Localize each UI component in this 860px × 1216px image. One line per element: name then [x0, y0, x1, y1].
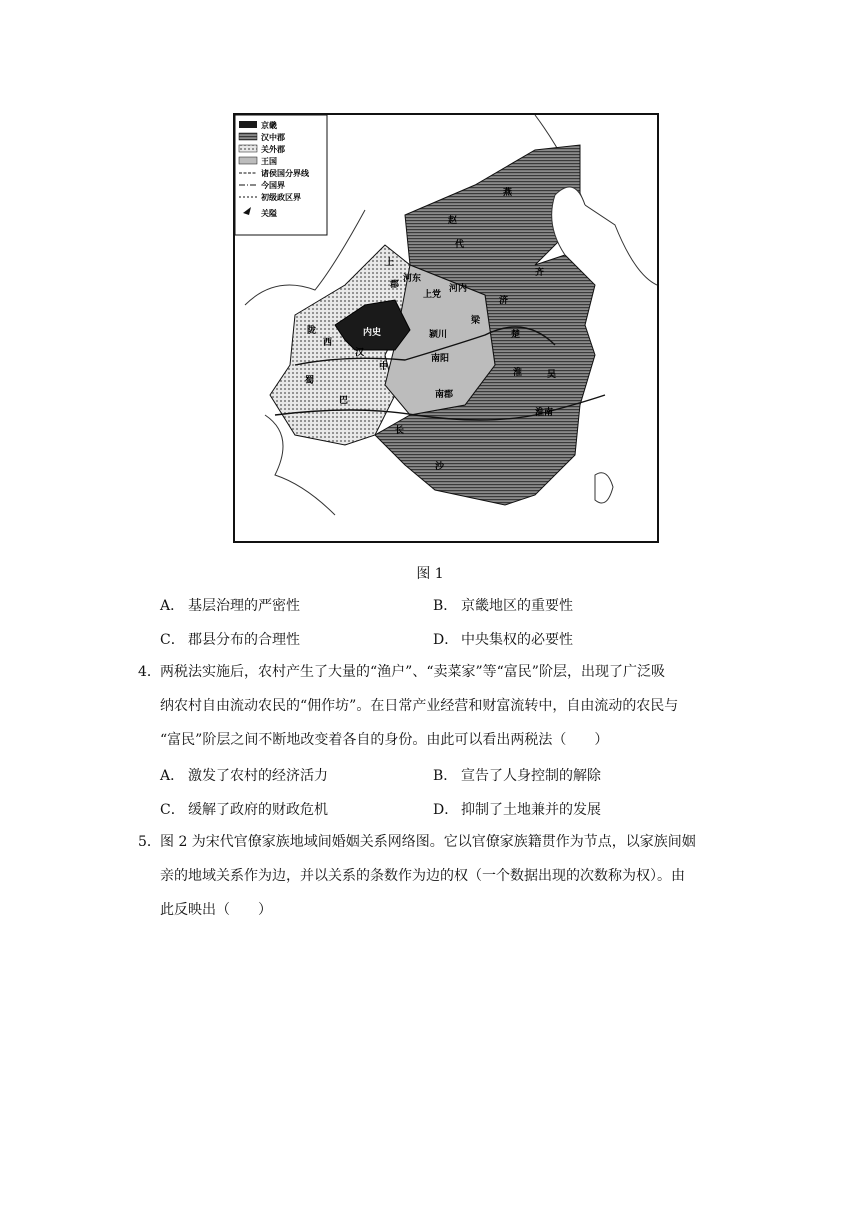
region-label: 南郡	[435, 390, 454, 400]
question-4	[138, 655, 738, 757]
option-letter: B．	[433, 768, 458, 784]
question-text-line: 此反映出（ ）	[160, 902, 272, 918]
legend-item-3: 关外郡	[261, 145, 285, 154]
region-label: 汉	[355, 348, 365, 358]
region-label: 济	[499, 296, 509, 306]
question-text-line: 图 2 为宋代官僚家族地域间婚姻关系网络图。它以官僚家族籍贯作为节点，以家族间姻	[160, 834, 696, 850]
region-label: 颍川	[429, 330, 448, 340]
region-label: 巴	[339, 396, 349, 406]
option-text: 京畿地区的重要性	[461, 598, 573, 614]
legend-item-5: 诸侯国分界线	[261, 169, 309, 178]
region-label: 燕	[503, 188, 513, 198]
region-label: 楚	[511, 330, 521, 340]
option-letter: A．	[160, 768, 185, 784]
region-label: 赵	[448, 216, 458, 226]
option-letter: B．	[433, 598, 458, 614]
region-label: 陇	[307, 326, 317, 336]
q3-option-b[interactable]	[433, 595, 573, 615]
q4-option-c[interactable]	[160, 799, 328, 819]
question-5	[138, 825, 738, 927]
region-label: 代	[455, 240, 465, 250]
map-figure	[233, 113, 659, 543]
region-label: 淮南	[535, 408, 554, 418]
region-label: 梁	[471, 316, 481, 326]
region-label: 上	[385, 258, 395, 268]
option-letter: D．	[433, 632, 459, 648]
legend-item-8: 关隘	[261, 209, 277, 218]
q3-option-a[interactable]	[160, 595, 300, 615]
legend-item-4: 王国	[261, 157, 277, 166]
han-dynasty-map	[235, 115, 657, 541]
legend-item-7: 初级政区界	[261, 193, 301, 202]
figure-caption: 图 1	[416, 566, 444, 582]
question-text-line: “富民”阶层之间不断地改变着各自的身份。由此可以看出两税法（ ）	[160, 732, 609, 748]
legend-item-1: 京畿	[261, 121, 277, 130]
option-letter: C．	[160, 802, 185, 818]
q3-option-d[interactable]	[433, 629, 573, 649]
region-label: 长	[395, 426, 405, 436]
option-text: 激发了农村的经济活力	[188, 768, 328, 784]
region-label: 河内	[449, 284, 468, 294]
question-text-line: 两税法实施后，农村产生了大量的“渔户”、“卖菜家”等“富民”阶层，出现了广泛吸	[160, 664, 665, 680]
region-label: 中	[379, 362, 389, 372]
option-text: 缓解了政府的财政危机	[188, 802, 328, 818]
region-label: 南阳	[431, 354, 450, 364]
q4-option-a[interactable]	[160, 765, 328, 785]
option-letter: D．	[433, 802, 459, 818]
question-number: 4．	[138, 664, 161, 680]
region-label: 上党	[423, 290, 442, 300]
option-text: 中央集权的必要性	[461, 632, 573, 648]
region-label: 沙	[435, 462, 445, 472]
option-letter: C．	[160, 632, 185, 648]
option-text: 宣告了人身控制的解除	[461, 768, 601, 784]
region-label: 河东	[403, 274, 422, 284]
option-text: 郡县分布的合理性	[188, 632, 300, 648]
region-label: 蜀	[305, 376, 315, 386]
option-letter: A．	[160, 598, 185, 614]
region-label: 内史	[363, 328, 382, 338]
q4-option-b[interactable]	[433, 765, 601, 785]
q4-option-d[interactable]	[433, 799, 601, 819]
legend-item-2: 汉中郡	[261, 133, 285, 142]
q3-option-c[interactable]	[160, 629, 300, 649]
question-text-line: 纳农村自由流动农民的“佣作坊”。在日常产业经营和财富流转中，自由流动的农民与	[160, 698, 679, 714]
region-label: 西	[323, 338, 333, 348]
question-number: 5．	[138, 834, 161, 850]
option-text: 抑制了土地兼并的发展	[461, 802, 601, 818]
legend-item-6: 今国界	[261, 181, 285, 190]
option-text: 基层治理的严密性	[188, 598, 300, 614]
region-label: 吴	[547, 370, 557, 380]
region-label: 淮	[513, 368, 523, 378]
region-label: 郡	[390, 280, 400, 290]
region-label: 齐	[535, 268, 545, 278]
question-text-line: 亲的地域关系作为边，并以关系的条数作为边的权（一个数据出现的次数称为权）。由	[160, 868, 685, 884]
